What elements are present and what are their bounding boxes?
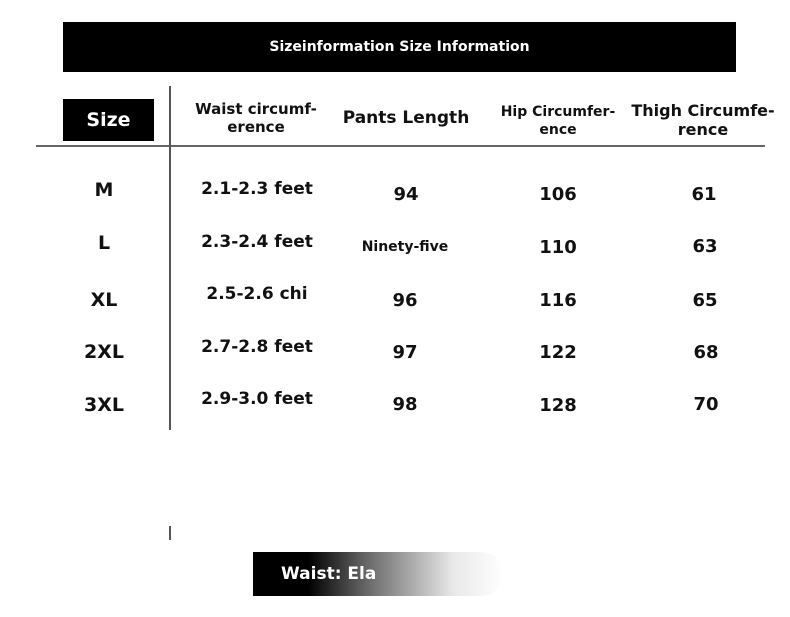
waist-info-banner	[253, 552, 503, 596]
row-m-thigh: 61	[691, 184, 717, 205]
thigh-header-line1: Thigh Circumfe-	[631, 101, 775, 120]
column-divider-tick	[169, 526, 171, 540]
row-l-hip: 110	[539, 237, 577, 258]
row-m-pants: 94	[393, 184, 419, 205]
row-xl-thigh: 65	[692, 290, 718, 311]
waist-header	[186, 100, 326, 136]
row-3xl-pants: 98	[392, 394, 418, 415]
pants-length-header	[336, 108, 476, 128]
row-xl-waist: 2.5-2.6 chi	[206, 284, 308, 304]
hip-header-line1: Hip Circumfer-	[500, 104, 616, 120]
row-2xl-hip: 122	[539, 342, 577, 363]
row-m-waist: 2.1-2.3 feet	[201, 179, 313, 199]
thigh-header	[628, 101, 778, 139]
row-3xl-hip: 128	[539, 395, 577, 416]
row-3xl-waist: 2.9-3.0 feet	[201, 389, 313, 409]
size-header-box	[63, 99, 154, 141]
hip-header	[488, 103, 628, 139]
thigh-header-line2: rence	[677, 120, 729, 139]
row-2xl-pants: 97	[392, 342, 418, 363]
row-l-size: L	[97, 232, 111, 254]
row-xl-pants: 96	[392, 290, 418, 311]
size-information-banner	[63, 22, 736, 72]
size-header-label: Size	[86, 109, 131, 131]
row-l-thigh: 63	[692, 236, 718, 257]
waist-header-line2: erence	[227, 118, 285, 136]
waist-header-line1: Waist circumf-	[195, 100, 317, 118]
row-m-hip: 106	[539, 184, 577, 205]
row-m-size: M	[94, 179, 114, 201]
row-xl-hip: 116	[539, 290, 577, 311]
hip-header-line2: ence	[539, 122, 577, 138]
column-divider	[169, 86, 171, 430]
row-xl-size: XL	[90, 289, 118, 311]
row-3xl-thigh: 70	[693, 394, 719, 415]
row-2xl-thigh: 68	[693, 342, 719, 363]
row-l-pants: Ninety-five	[361, 239, 449, 255]
row-2xl-size: 2XL	[84, 341, 124, 363]
row-l-waist: 2.3-2.4 feet	[201, 232, 313, 252]
banner-title: Sizeinformation Size Information	[269, 39, 530, 55]
header-divider	[36, 145, 765, 147]
waist-info-label: Waist: Ela	[281, 564, 377, 584]
row-2xl-waist: 2.7-2.8 feet	[201, 337, 313, 357]
pants-length-header-label: Pants Length	[342, 108, 470, 128]
row-3xl-size: 3XL	[84, 394, 124, 416]
